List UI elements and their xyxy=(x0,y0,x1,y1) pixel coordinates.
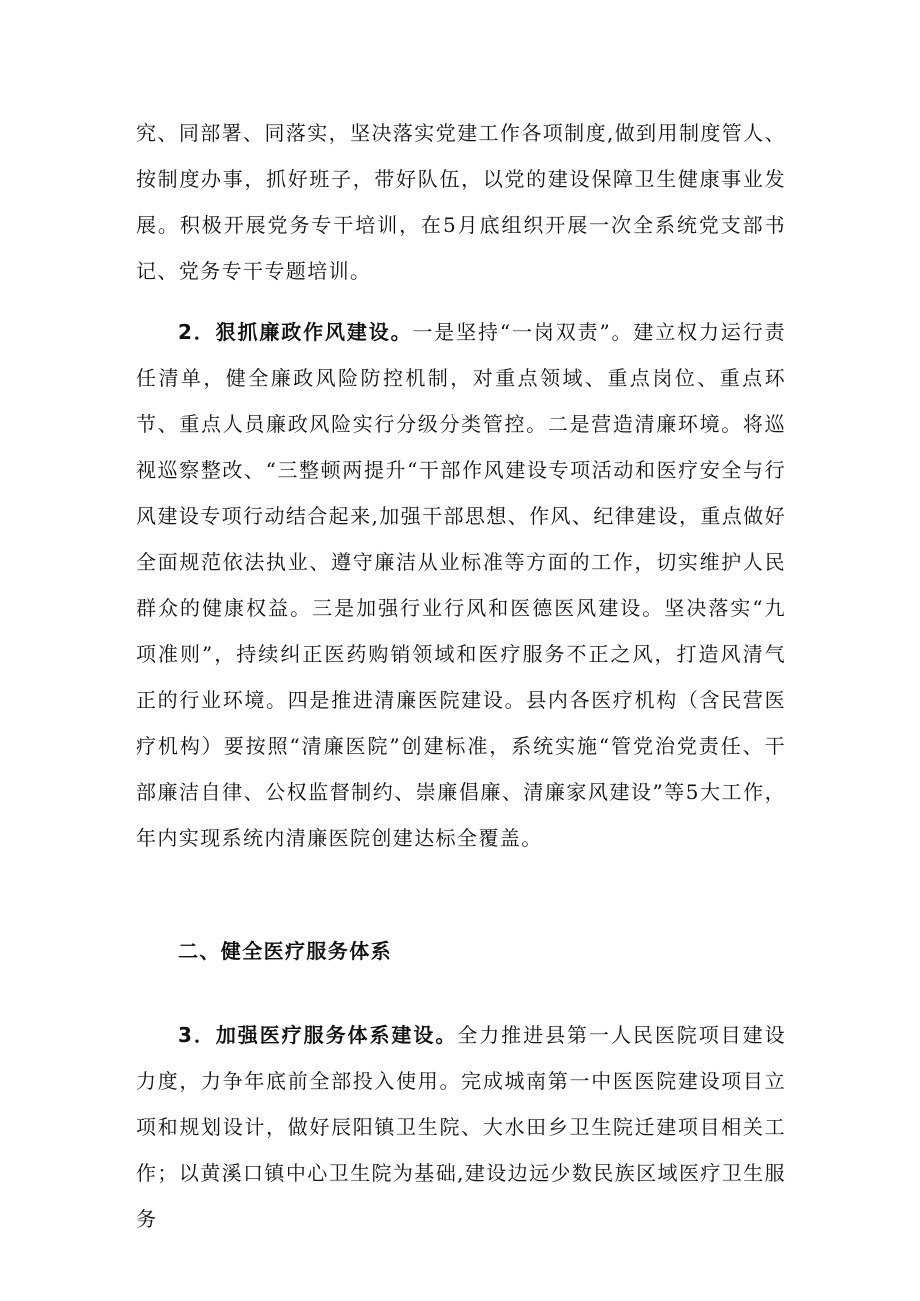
paragraph-text: 一是坚持“一岗双责”。建立权力运行责任清单，健全廉政风险防控机制，对重点领域、重点岗位、重点环节、重点人员廉政风险实行分级分类管控。二是营造清廉环境。将巡视巡察整改、“三整顿两提升“干部作风建设专项活动和医疗安全与行风建设专项行动结合起来,加强干部思想、作风、纪律建设，重点做好全面规范依法执业、遵守廉洁从业标准等方面的工作，切实维护人民群众的健康权益。三是加强行业行风和医德医风建设。坚决落实“九项准则”，持续纠正医药购销领域和医疗服务不正之风，打造风清气正的行业环境。四是推进清廉医院建设。县内各医疗机构（含民营医疗机构）要按照“清廉医院”创建标准，系统实施“管党治党责任、干部廉洁自律、公权监督制约、崇廉倡廉、清廉家风建设”等5大工作，年内实现系统内清廉医院创建达标全覆盖。 xyxy=(136,320,786,850)
section-heading-medical-service: 二、健全医疗服务体系 xyxy=(178,939,392,963)
paragraph-lead-heading: 3．加强医疗服务体系建设。 xyxy=(178,1023,458,1047)
paragraph-medical-service-system xyxy=(136,1012,786,1242)
paragraph-lead-heading: 2．狠抓廉政作风建设。 xyxy=(178,320,413,344)
paragraph-text: 究、同部署、同落实，坚决落实党建工作各项制度,做到用制度管人、按制度办事，抓好班子，带好队伍，以党的建设保障卫生健康事业发展。积极开展党务专干培训，在5月底组织开展一次全系统党支部书记、党务专干专题培训。 xyxy=(136,121,786,283)
paragraph-text: 全力推进县第一人民医院项目建设力度，力争年底前全部投入使用。完成城南第一中医医院建设项目立项和规划设计，做好辰阳镇卫生院、大水田乡卫生院迁建项目相关工作；以黄溪口镇中心卫生院为基础,建设边远少数民族区域医疗卫生服务 xyxy=(136,1023,786,1231)
paragraph-integrity-style xyxy=(136,309,786,861)
paragraph-party-building-continued xyxy=(136,110,786,294)
